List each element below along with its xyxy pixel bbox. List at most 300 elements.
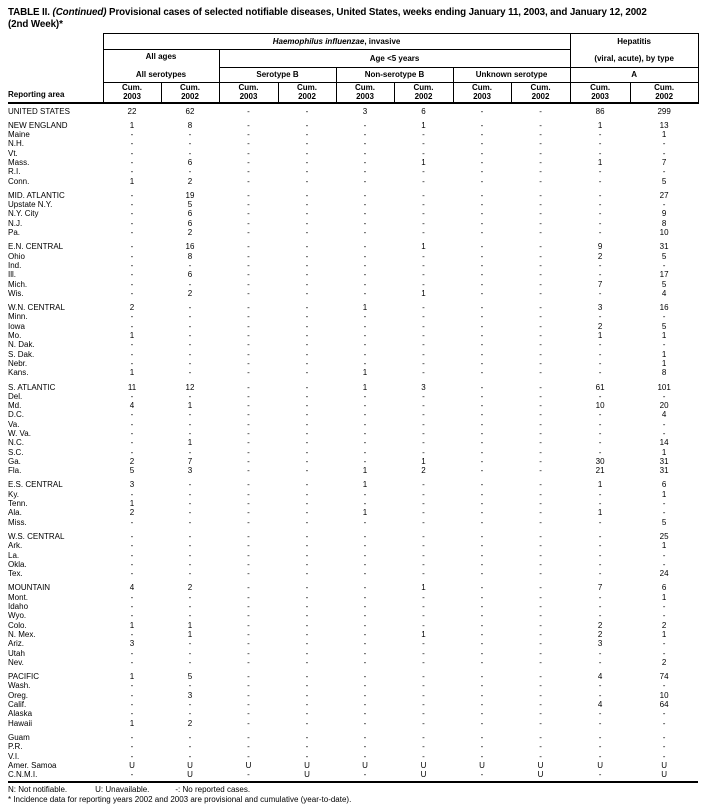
value-cell: - (422, 639, 425, 649)
value-cell: 1 (187, 438, 193, 448)
value-cell: - (305, 672, 309, 682)
value-cell: - (480, 419, 484, 429)
value-cell: - (305, 592, 309, 602)
value-cell: - (480, 167, 484, 177)
table-row (8, 139, 698, 148)
value-cell: - (422, 550, 425, 560)
value-cell: - (363, 358, 367, 368)
value-cell: - (662, 508, 666, 518)
value-cell: 2 (597, 620, 603, 630)
value-cell: - (598, 681, 602, 691)
reporting-area-cell: W. Va. (8, 429, 31, 438)
value-cell: - (305, 358, 309, 368)
reporting-area-cell: Ala. (8, 508, 22, 518)
value-cell: - (480, 130, 484, 140)
value-cell: - (130, 242, 134, 252)
value-cell: 6 (661, 480, 667, 490)
hepatitis-subtitle-header: (viral, acute), by type (570, 50, 698, 68)
table-row (8, 466, 698, 475)
value-cell: - (305, 550, 309, 560)
value-cell: - (598, 742, 602, 752)
value-cell: 1 (187, 620, 193, 630)
value-cell: - (480, 648, 484, 658)
value-cell: U (420, 760, 427, 770)
value-cell: - (305, 200, 309, 210)
value-cell: - (422, 410, 425, 420)
value-cell: - (480, 466, 484, 476)
value-cell: 1 (421, 288, 426, 298)
value-cell: - (188, 391, 192, 401)
value-cell: - (363, 648, 367, 658)
value-cell: - (188, 700, 192, 710)
value-cell: 5 (661, 517, 667, 527)
value-cell: - (539, 120, 542, 130)
value-cell: - (480, 550, 484, 560)
value-cell: - (305, 410, 309, 420)
value-cell: - (363, 657, 367, 667)
value-cell: - (247, 139, 250, 149)
value-cell: - (539, 209, 542, 219)
value-cell: 6 (187, 209, 193, 219)
table-row (8, 752, 698, 761)
value-cell: - (662, 260, 666, 270)
non-serotype-b-header: Non-serotype B (336, 67, 453, 82)
value-cell: - (480, 303, 484, 313)
reporting-area-cell: Idaho (8, 602, 29, 612)
value-cell: 5 (661, 321, 667, 331)
table-row (8, 378, 698, 392)
value-cell: - (422, 700, 425, 710)
value-cell: - (422, 718, 425, 728)
value-cell: - (247, 176, 250, 186)
reporting-area-cell: N. Dak. (8, 340, 35, 350)
value-cell: 7 (597, 583, 603, 593)
value-cell: - (363, 611, 367, 621)
value-cell: 31 (659, 242, 669, 252)
value-cell: 8 (187, 251, 193, 261)
value-cell: - (247, 742, 250, 752)
reporting-area-cell: Ariz. (8, 639, 24, 649)
table-row (8, 691, 698, 700)
value-cell: - (422, 592, 425, 602)
value-cell: 1 (421, 456, 426, 466)
value-cell: - (363, 148, 367, 158)
table-row (8, 312, 698, 321)
value-cell: - (598, 657, 602, 667)
value-cell: 1 (129, 718, 135, 728)
unknown-serotype-header: Unknown serotype (453, 67, 570, 82)
value-cell: - (598, 228, 602, 238)
value-cell: - (247, 508, 250, 518)
value-cell: - (662, 419, 666, 429)
value-cell: - (480, 139, 484, 149)
value-cell: - (422, 480, 425, 490)
age-under5-header: Age <5 years (219, 50, 570, 68)
value-cell: - (305, 260, 309, 270)
value-cell: - (539, 200, 542, 210)
value-cell: - (305, 218, 309, 228)
value-cell: - (598, 550, 602, 560)
value-cell: - (422, 228, 425, 238)
reporting-area-cell: Tex. (8, 569, 23, 579)
value-cell: 1 (362, 480, 368, 490)
reporting-area-cell: Hawaii (8, 718, 33, 728)
value-cell: - (305, 690, 309, 700)
value-cell: 3 (421, 382, 426, 392)
value-cell: - (188, 592, 192, 602)
value-cell: 7 (187, 456, 193, 466)
reporting-area-cell: W.S. CENTRAL (8, 531, 65, 541)
value-cell: - (363, 312, 367, 322)
value-cell: 8 (661, 218, 667, 228)
value-cell: - (130, 358, 134, 368)
value-cell: - (480, 447, 484, 457)
value-cell: 299 (657, 106, 671, 116)
value-cell: - (305, 456, 309, 466)
value-cell: - (188, 139, 192, 149)
value-cell: - (247, 629, 250, 639)
value-cell: - (363, 709, 367, 719)
value-cell: - (188, 130, 192, 140)
value-cell: - (130, 410, 134, 420)
value-cell: - (130, 550, 134, 560)
value-cell: U (661, 760, 667, 770)
value-cell: 8 (661, 368, 667, 378)
value-cell: - (363, 438, 367, 448)
value-cell: U (187, 760, 193, 770)
reporting-area-cell: Calif. (8, 700, 27, 710)
value-cell: - (305, 148, 309, 158)
value-cell: - (539, 410, 542, 420)
reporting-area-cell: MID. ATLANTIC (8, 190, 65, 200)
value-cell: - (363, 139, 367, 149)
value-cell: - (662, 550, 666, 560)
value-cell: - (130, 419, 134, 429)
table-row (8, 490, 698, 499)
value-cell: - (539, 499, 542, 509)
value-cell: - (130, 447, 134, 457)
value-cell: - (188, 167, 192, 177)
value-cell: - (422, 681, 425, 691)
value-cell: - (247, 312, 250, 322)
value-cell: - (598, 209, 602, 219)
value-cell: - (480, 639, 484, 649)
value-cell: - (539, 288, 542, 298)
value-cell: - (539, 331, 542, 341)
value-cell: - (539, 303, 542, 313)
value-cell: - (247, 718, 250, 728)
table-row (8, 410, 698, 419)
value-cell: - (422, 429, 425, 438)
value-cell: - (539, 550, 542, 560)
legend-unavailable: U: Unavailable. (95, 785, 150, 795)
value-cell: - (539, 349, 542, 359)
value-cell: - (480, 672, 484, 682)
value-cell: - (363, 531, 367, 541)
value-cell: - (480, 260, 484, 270)
table-row (8, 742, 698, 751)
value-cell: - (363, 120, 367, 130)
value-cell: - (130, 218, 134, 228)
value-cell: - (305, 228, 309, 238)
table-row (8, 719, 698, 728)
value-cell: - (247, 410, 250, 420)
table-row (8, 700, 698, 709)
value-cell: - (363, 672, 367, 682)
value-cell: - (480, 480, 484, 490)
value-cell: - (247, 569, 250, 579)
reporting-area-cell: V.I. (8, 751, 20, 761)
table-row (8, 130, 698, 139)
value-cell: - (305, 279, 309, 289)
value-cell: - (363, 349, 367, 359)
table-row (8, 438, 698, 447)
value-cell: - (539, 508, 542, 518)
value-cell: 2 (129, 508, 135, 518)
value-cell: 1 (661, 541, 667, 551)
value-cell: - (480, 602, 484, 612)
value-cell: - (539, 732, 542, 742)
value-cell: - (305, 480, 309, 490)
reporting-area-cell: N.H. (8, 139, 24, 149)
reporting-area-cell: PACIFIC (8, 672, 39, 682)
reporting-area-cell: Wyo. (8, 611, 27, 621)
value-cell: - (188, 447, 192, 457)
value-cell: - (188, 489, 192, 499)
disease-table (8, 33, 699, 783)
value-cell: - (539, 242, 542, 252)
value-cell: - (130, 657, 134, 667)
reporting-area-cell: Nev. (8, 657, 24, 667)
value-cell: - (480, 391, 484, 401)
value-cell: - (539, 629, 542, 639)
table-row (8, 322, 698, 331)
value-cell: 6 (421, 106, 426, 116)
table-row (8, 681, 698, 690)
value-cell: - (422, 419, 425, 429)
value-cell: - (305, 681, 309, 691)
value-cell: U (129, 760, 135, 770)
table-row (8, 298, 698, 312)
table-row (8, 475, 698, 489)
reporting-area-cell: Mass. (8, 157, 30, 167)
table-row (8, 280, 698, 289)
value-cell: - (363, 559, 367, 569)
value-cell: - (130, 200, 134, 210)
reporting-area-cell: N.C. (8, 438, 24, 448)
value-cell: - (188, 331, 192, 341)
value-cell: - (480, 410, 484, 420)
value-cell: - (422, 499, 425, 509)
value-cell: - (422, 148, 425, 158)
table-row (8, 149, 698, 158)
value-cell: - (480, 742, 484, 752)
value-cell: - (422, 312, 425, 322)
value-cell: - (305, 401, 309, 411)
value-cell: - (422, 167, 425, 177)
value-cell: - (363, 742, 367, 752)
value-cell: - (539, 157, 542, 167)
value-cell: - (247, 260, 250, 270)
value-cell: - (598, 732, 602, 742)
table-row (8, 167, 698, 176)
value-cell: - (539, 260, 542, 270)
value-cell: - (363, 569, 367, 579)
reporting-area-cell: UNITED STATES (8, 106, 70, 116)
value-cell: 22 (127, 106, 137, 116)
value-cell: - (247, 340, 250, 350)
value-cell: 25 (659, 531, 669, 541)
footnote-asterisk: * Incidence data for reporting years 2002 and 2003 are provisional and cumulative (year-to-date). (8, 794, 352, 804)
value-cell: 7 (661, 157, 667, 167)
value-cell: - (480, 157, 484, 167)
value-cell: 4 (597, 672, 603, 682)
reporting-area-cell: R.I. (8, 167, 21, 177)
value-cell: - (247, 228, 250, 238)
value-cell: - (247, 672, 250, 682)
value-cell: 1 (362, 382, 368, 392)
value-cell: - (305, 391, 309, 401)
all-serotypes-header: All serotypes (103, 67, 219, 82)
value-cell: - (305, 583, 309, 593)
value-cell: 1 (421, 583, 426, 593)
reporting-area-cell: E.S. CENTRAL (8, 480, 63, 490)
value-cell: - (480, 200, 484, 210)
value-cell: - (247, 130, 250, 140)
value-cell: - (662, 167, 666, 177)
value-cell: - (662, 559, 666, 569)
hepatitis-a-header: A (570, 67, 698, 82)
value-cell: - (539, 438, 542, 448)
value-cell: - (247, 681, 250, 691)
value-cell: - (480, 312, 484, 322)
value-cell: - (363, 620, 367, 630)
value-cell: - (130, 732, 134, 742)
value-cell: - (188, 499, 192, 509)
value-cell: 2 (187, 583, 193, 593)
value-cell: - (422, 559, 425, 569)
reporting-area-cell: N. Mex. (8, 629, 36, 639)
value-cell: - (480, 218, 484, 228)
value-cell: - (422, 569, 425, 579)
table-header (8, 34, 698, 103)
value-cell: - (598, 312, 602, 322)
value-cell: - (247, 382, 250, 392)
value-cell: - (598, 569, 602, 579)
value-cell: - (363, 176, 367, 186)
value-cell: - (363, 447, 367, 457)
value-cell: - (422, 657, 425, 667)
value-cell: - (130, 429, 134, 438)
value-cell: 64 (659, 700, 669, 710)
value-cell: 6 (187, 270, 193, 280)
value-cell: - (598, 176, 602, 186)
value-cell: - (480, 148, 484, 158)
reporting-area-cell: W.N. CENTRAL (8, 303, 65, 313)
value-cell: - (662, 611, 666, 621)
value-cell: - (480, 531, 484, 541)
value-cell: - (363, 157, 367, 167)
value-cell: - (480, 270, 484, 280)
value-cell: 1 (597, 480, 603, 490)
table-row (8, 186, 698, 200)
value-cell: - (247, 218, 250, 228)
value-cell: - (363, 681, 367, 691)
value-cell: - (247, 120, 250, 130)
value-cell: - (363, 583, 367, 593)
value-cell: - (598, 611, 602, 621)
table-body (8, 103, 698, 783)
table-row (8, 228, 698, 237)
value-cell: - (363, 592, 367, 602)
value-cell: - (363, 456, 367, 466)
value-cell: - (539, 382, 542, 392)
cum-col-header-3: Cum. 2003 (219, 82, 278, 103)
value-cell: - (363, 499, 367, 509)
value-cell: - (598, 517, 602, 527)
value-cell: - (480, 559, 484, 569)
value-cell: - (598, 410, 602, 420)
value-cell: 3 (597, 303, 603, 313)
reporting-area-cell: Wash. (8, 681, 31, 691)
value-cell: 31 (659, 466, 669, 476)
value-cell: - (422, 611, 425, 621)
value-cell: - (336, 770, 394, 782)
value-cell: 10 (659, 690, 669, 700)
value-cell: - (130, 349, 134, 359)
reporting-area-cell: NEW ENGLAND (8, 120, 68, 130)
value-cell: - (363, 288, 367, 298)
value-cell: 10 (659, 228, 669, 238)
value-cell: - (130, 629, 134, 639)
value-cell: - (422, 401, 425, 411)
value-cell: - (480, 517, 484, 527)
value-cell: - (598, 130, 602, 140)
table-row (8, 270, 698, 279)
value-cell: 1 (129, 120, 135, 130)
table-row (8, 649, 698, 658)
value-cell: - (363, 242, 367, 252)
table-row (8, 429, 698, 438)
value-cell: 14 (659, 438, 669, 448)
value-cell: - (363, 228, 367, 238)
value-cell: - (422, 190, 425, 200)
value-cell: - (130, 709, 134, 719)
value-cell: - (188, 429, 192, 438)
value-cell: - (247, 592, 250, 602)
footnotes (8, 785, 693, 804)
value-cell: - (130, 592, 134, 602)
table-row (8, 158, 698, 167)
value-cell: 1 (129, 176, 135, 186)
value-cell: - (247, 499, 250, 509)
value-cell: - (247, 429, 250, 438)
table-row (8, 392, 698, 401)
value-cell: - (662, 429, 666, 438)
value-cell: - (363, 429, 367, 438)
value-cell: - (305, 629, 309, 639)
value-cell: 1 (661, 489, 667, 499)
value-cell: - (422, 620, 425, 630)
value-cell: - (188, 742, 192, 752)
cum-col-header-5: Cum. 2003 (336, 82, 394, 103)
value-cell: U (245, 760, 252, 770)
value-cell: - (247, 358, 250, 368)
value-cell: - (363, 391, 367, 401)
table-row (8, 761, 698, 770)
value-cell: - (247, 106, 250, 116)
reporting-area-cell: Mo. (8, 331, 22, 341)
